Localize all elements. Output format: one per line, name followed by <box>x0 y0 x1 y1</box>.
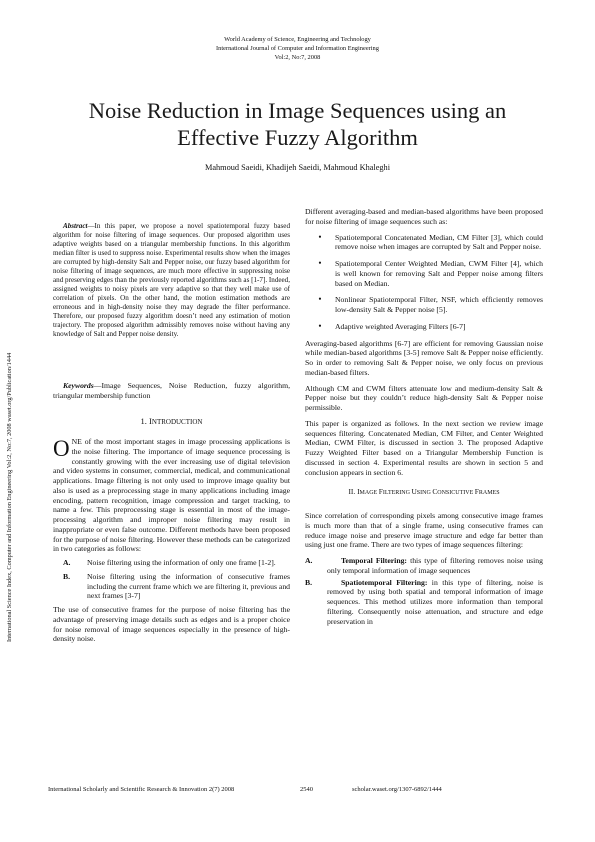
keywords-label: Keywords <box>63 381 94 390</box>
list-item <box>305 295 543 315</box>
authors: Mahmoud Saeidi, Khadijeh Saeidi, Mahmoud Khaleghi <box>204 163 391 172</box>
abstract <box>53 222 290 339</box>
footer-left: International Scholarly and Scientific Research & Innovation 2(7) 2008 <box>48 786 235 793</box>
right-intro: Different averaging-based and median-based algorithms have been proposed for noise filtering of image sequences such as: <box>305 207 543 226</box>
bullet-text: Nonlinear Spatiotemporal Filter, NSF, which efficiently removes low-density Salt & Pepper noise [5]. <box>335 295 543 314</box>
filtering-types <box>305 556 543 626</box>
header-line-1: World Academy of Science, Engineering and Technology <box>224 36 371 43</box>
bullet-icon: • <box>318 320 322 331</box>
item-label: B. <box>63 571 71 581</box>
item-label: A. <box>63 558 71 567</box>
title-line-2: Effective Fuzzy Algorithm <box>177 125 418 150</box>
sec2-r2: ILTERING <box>382 490 412 497</box>
list-item <box>305 556 543 576</box>
right-column <box>305 207 543 628</box>
sec2-num: II. <box>348 487 356 497</box>
intro-para-1: NE of the most important stages in image processing applications is the noise filtering. The importance of image sequence processing is constantly growing with the ever increasing use of digital television and video systems in consumer, commercial, medical, and communicational applications. Image filtering is not only used to improve image quality but also is used as a preprocessing stage in many applications including image encoding, pattern recognition, image compression and target tracking, to name a few. This preprocessing stage is essential in most of the image-processing algorithm and improper noise filtering may result in inappropriate or even false outcome. Different methods have been proposed for the purpose of noise filtering. However these methods can be categorized in two categories as follows: <box>53 437 290 554</box>
item-text: Noise filtering using the information of only one frame [1-2]. <box>87 558 276 567</box>
def-text: this type of filtering removes noise using only temporal information of image sequences <box>327 556 543 575</box>
def-text: in this type of filtering, noise is removed by using both spatial and temporal information of image sequences. This method utilizes more information than temporal filtering. Consequently noise attenuation, and structure and edge preservation in <box>327 577 544 626</box>
bullet-text: Adaptive weighted Averaging Filters [6-7] <box>335 321 466 331</box>
item-text: Noise filtering using the information of consecutive frames including the current frame which we are filtering it, previous and next frames [3-7] <box>87 571 291 601</box>
sec2-r5: RAMES <box>478 490 500 497</box>
intro-para-2: The use of consecutive frames for the purpose of noise filtering has the advantage of preserving image details such as edges and is a proper choice for noise removal of image sequences especially in the presence of high-density noise. <box>53 605 290 644</box>
bullet-icon: • <box>318 294 322 305</box>
dropcap: O <box>53 436 70 461</box>
abstract-label: Abstract <box>63 222 88 230</box>
filter-bullets <box>305 233 543 332</box>
section-1-rest: NTRODUCTION <box>151 418 203 426</box>
sec2-i4: C <box>432 487 438 497</box>
paper-title <box>60 97 535 151</box>
list-item <box>305 578 543 627</box>
section-1-body <box>53 437 290 644</box>
list-item <box>305 233 543 253</box>
footer-right: scholar.waset.org/1307-6892/1444 <box>352 786 442 793</box>
sec2-r1: MAGE <box>359 490 379 497</box>
section-1-first: I <box>149 416 152 426</box>
bullet-text: Spatiotemporal Center Weighted Median, CWM Filter [4], which is well known for removing Salt and Pepper noise among filters based on Median. <box>335 259 543 288</box>
page-number: 2540 <box>300 786 313 793</box>
bullet-icon: • <box>318 231 322 242</box>
sec2-r3: SING <box>416 490 433 497</box>
section-1-number: 1. <box>140 416 147 426</box>
bullet-text: Spatiotemporal Concatenated Median, CM Filter [3], which could remove noise when images are corrupted by Salt and Pepper noise. <box>335 232 543 252</box>
header-line-3: Vol:2, No:7, 2008 <box>274 54 321 61</box>
sec2-i3: U <box>411 487 417 497</box>
def-term: Spatiotemporal Filtering: <box>341 577 428 587</box>
list-item <box>53 572 290 601</box>
keywords <box>53 381 290 401</box>
def-label: B. <box>305 577 313 587</box>
journal-header <box>0 35 595 62</box>
header-line-2: International Journal of Computer and Information Engineering <box>216 45 379 52</box>
sec2-i5: F <box>474 487 479 497</box>
list-item <box>305 322 543 332</box>
section-1-heading <box>53 417 290 428</box>
abstract-dash: — <box>87 222 95 230</box>
title-line-1: Noise Reduction in Image Sequences using an <box>88 98 507 123</box>
sec2-i1: I <box>357 487 360 497</box>
category-list <box>53 558 290 601</box>
abstract-text: In this paper, we propose a novel spatiotemporal fuzzy based algorithm for noise filtering of image sequences. Our proposed algorithm uses adaptive weights based on a triangular membership functions. In this algorithm median filter is used to suppress noise. Experimental results show when the images are corrupted by high-density Salt and Pepper noise, our fuzzy based algorithm for noise filtering of image sequences, are much more effective in suppressing noise and preserving edges than the previously reported algorithms such as [1-7]. Indeed, assigned weights to noisy pixels are very adaptive so that they well make use of correlation of pixels. On the other hand, the motion estimation methods are erroneous and in high-density noise they may degrade the filter performance. Therefore, our proposed fuzzy algorithm doesn’t need any estimation of motion trajectory. The proposed algorithm admissibly removes noise without having any knowledge of Salt and Pepper noise density. <box>53 222 290 338</box>
list-item <box>305 259 543 288</box>
def-label: A. <box>305 556 313 565</box>
keywords-dash: — <box>93 381 102 390</box>
def-term: Temporal Filtering: <box>341 556 407 565</box>
right-para-2: Although CM and CWM filters attenuate low and medium-density Salt & Pepper noise but they couldn’t reduce high-density Salt & Pepper noise permissible. <box>305 383 543 412</box>
bullet-icon: • <box>318 258 322 268</box>
right-para-1: Averaging-based algorithms [6-7] are efficient for removing Gaussian noise while median-based algorithms [3-5] remove Salt & Pepper noise efficiently. So in order to removing Salt & Pepper noise, we only focus on previous median-based filters. <box>305 338 543 377</box>
section-2-heading <box>305 487 543 499</box>
right-para-3: This paper is organized as follows. In the next section we review image sequences filtering. Concatenated Median, CM Filter, and Center Weighted Median, CWM Filter, is discussed in section 3. The proposed Adaptive Fuzzy Weighted Filter based on a Triangular Membership Function is discussed in section 4. Experimental results are shown in section 5 and conclusion appears in section 6. <box>305 418 543 477</box>
side-publication-info: International Science Index, Computer and Information Engineering Vol:2, No:7, 2008 waset.org/Publication/1444 <box>6 352 13 642</box>
list-item <box>53 558 290 568</box>
sec2-r4: ONSICUTIVE <box>437 490 475 497</box>
right-para-4: Since correlation of corresponding pixels among consecutive image frames is much more than that of a single frame, using consecutive frames can reduce image noise and preserve image structure and edge far better than using just one frame. There are two types of image sequences filtering: <box>305 511 543 550</box>
sec2-i2: F <box>378 487 383 497</box>
keywords-text: Image Sequences, Noise Reduction, fuzzy algorithm, triangular membership function <box>53 381 290 400</box>
